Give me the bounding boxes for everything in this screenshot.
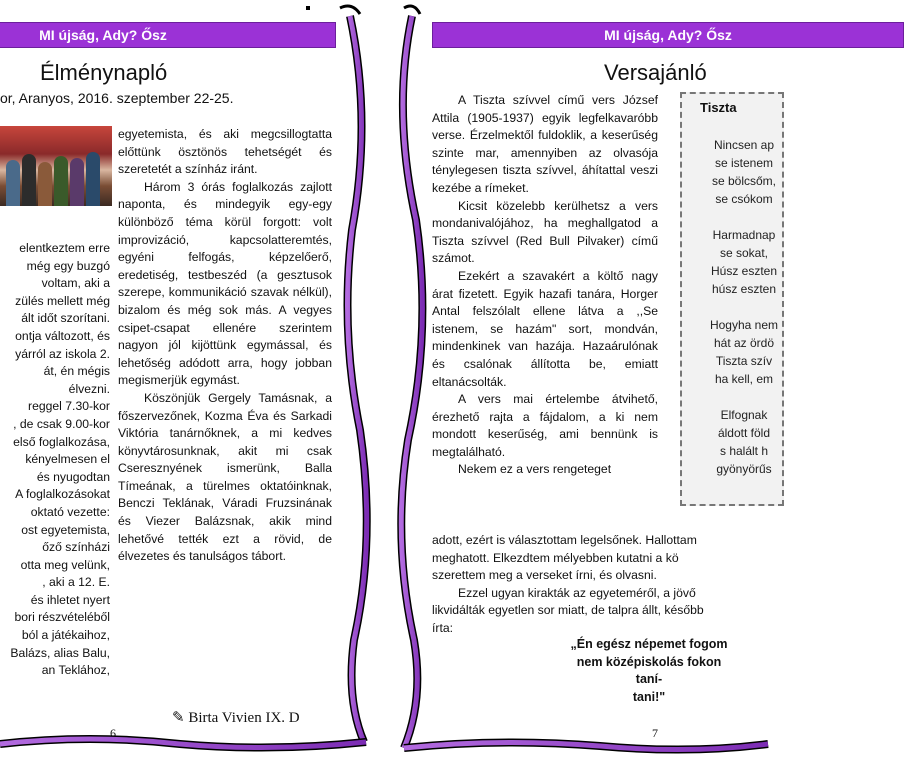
left-col1-line: élvezni.: [68, 381, 110, 396]
left-col1-line: első foglalkozása,: [13, 434, 110, 449]
sidebox-line: s halált h: [719, 444, 769, 458]
left-col1-line: reggel 7.30-kor: [28, 399, 110, 414]
left-page-number: 6: [110, 726, 116, 740]
left-column-1: [0, 240, 110, 680]
left-column-2: [118, 126, 332, 566]
right-wide-line: írta:: [432, 620, 453, 635]
left-col1-line: bori részvételéből: [14, 610, 110, 625]
right-wide-line: likvidálták egyetlen sor miatt, de talpra állt, később: [432, 603, 704, 618]
left-col2-paragraph-1: egyetemista, és aki megcsillogtatta előttünk ösztönös tehetségét és szeretetét a színház iránt.: [118, 127, 332, 177]
right-page-number: 7: [652, 726, 658, 740]
left-col1-line: voltam, aki a: [41, 276, 110, 291]
right-paragraph-4: A vers mai értelembe átvihető, érezhető rajta a fájdalom, a ki nem mondott keserűség, ami bennünk is megtalálható.: [432, 392, 658, 459]
left-col1-line: oktató vezette:: [30, 504, 110, 519]
left-col1-line: zülés mellett még: [15, 293, 110, 308]
right-header-bar: MI újság, Ady? Ősz: [432, 22, 904, 48]
left-col1-line: elentkeztem erre: [19, 241, 110, 255]
left-col1-line: yárról az iskola 2.: [15, 346, 110, 361]
left-col1-line: őző színházi: [42, 540, 110, 555]
sidebox-line: Hogyha nem: [709, 318, 779, 332]
sidebox-line: Nincsen ap: [713, 138, 775, 152]
left-col1-line: ost egyetemista,: [21, 522, 110, 537]
right-wide-line: meghatott. Elkezdtem mélyebben kutatni a kö: [432, 550, 679, 565]
left-col1-line: és ihletet nyert: [30, 592, 110, 607]
sidebox-line: Húsz eszten: [710, 264, 778, 278]
left-col1-line: és nyugodtan: [36, 469, 110, 484]
author-signature: ✎ Birta Vivien IX. D: [172, 710, 300, 726]
right-wide-line: szerettem meg a verseket írni, és olvasni.: [432, 568, 657, 583]
sidebox-line: ha kell, em: [714, 372, 774, 386]
left-col1-line: még egy buzgó: [26, 258, 110, 273]
sidebox-line: se bölcsőm,: [711, 174, 777, 188]
left-col1-line: Balázs, alias Balu,: [10, 645, 110, 660]
poem-quote: [544, 636, 754, 706]
sidebox-line: se sokat,: [719, 246, 769, 260]
right-paragraph-5: Nekem ez a vers rengeteget: [458, 462, 612, 477]
sidebox-line: áldott föld: [717, 426, 771, 440]
right-wide-line: Ezzel ugyan kirakták az egyeteméről, a jövő: [458, 585, 696, 600]
right-wide-text: [432, 532, 772, 638]
sidebox-line: Elfognak: [720, 408, 768, 422]
left-col1-line: A foglalkozásokat: [15, 487, 110, 502]
sidebox-line: hát az ördö: [713, 336, 775, 350]
left-col2-paragraph-3: Köszönjük Gergely Tamásnak, a főszervezőnek, Kozma Éva és Sarkadi Viktória tanárnőknek, a mi kedves könyvtárosunknak, akit mi csak Cseresznyének ismerünk, Balla Tímeának, a türelmes oktatóinknak, Benczi Teklának, Váradi Fruzsinának és Viezer Balázsnak, akik mind lehetővé tették ezt a rövid, de élvezetes és tanulságos tábort.: [118, 390, 332, 564]
right-paragraph-2: Kicsit közelebb kerülhetsz a vers mondanivalójához, ha meghallgatod a Tiszta szívvel (Red Bull Pilvaker) című számot.: [432, 198, 658, 266]
left-col1-line: an Teklához,: [41, 663, 110, 678]
right-paragraph-3: Ezekért a szavakért a költő nagy árat fizetett. Egyik hazafi tanára, Horger Antal felszólalt ellene látva a ,,Se istenem, se hazám" sort, mondván, mindenkinek van hazája. Hazaárulónak és csalónak állította be, emiatt eltanácsolták.: [432, 268, 658, 389]
left-col1-line: kényelmesen el: [25, 452, 110, 467]
sidebox-line: se istenem: [714, 156, 774, 170]
sidebox-line: gyönyörűs: [716, 462, 772, 476]
quote-line: taní-: [635, 672, 663, 686]
left-col1-line: , aki a 12. E.: [42, 575, 110, 590]
left-col1-line: ontja változott, és: [15, 328, 110, 343]
left-col1-line: , de csak 9.00-kor: [13, 416, 110, 431]
sidebox-line: húsz eszten: [711, 282, 777, 296]
right-main-column: [432, 92, 658, 479]
left-col1-line: át, én mégis: [43, 364, 110, 379]
left-page: [0, 0, 384, 768]
left-col1-line: ból a játékaihoz,: [21, 628, 110, 643]
sidebox-line: se csókom: [715, 192, 773, 206]
sidebox-line: Tiszta szív: [715, 354, 773, 368]
sidebox-line: Harmadnap: [712, 228, 776, 242]
left-page-subtitle: or, Aranyos, 2016. szeptember 22-25.: [0, 90, 234, 106]
quote-line: tani!": [632, 689, 666, 704]
left-col1-line: ált időt szorítani.: [21, 311, 110, 326]
sidebox-title: Tiszta: [700, 100, 737, 115]
left-col2-paragraph-2: Három 3 órás foglalkozás zajlott naponta, és mindegyik egy-egy különböző téma körül forgott: volt improvizáció, kapcsolatteremtés, egyéni felfogás, képzelőerő, eredetiség, testbeszéd (a gesztusok szerepe, kommunikáció szavak nélkül), bizalom és még sok más. A vegyes csipet-csapat ellenére szerintem nagyon jól kijöttünk egymással, és lehetőség adódott arra, hogy jobban megismerjük egymást.: [118, 179, 332, 388]
left-header-bar: MI újság, Ady? Ősz: [0, 22, 336, 48]
right-paragraph-1: A Tiszta szívvel című vers József Attila (1905-1937) egyik legfelkavaróbb verse. Érzelmektől fuldoklik, a keserűség szinte mar, amennyiben az olvasója ténylegesen tiszta szívvel, áhítattal veszi kezébe a rímeket.: [432, 93, 658, 195]
left-col1-line: otta meg velünk,: [20, 557, 110, 572]
camp-photo: [0, 126, 112, 206]
quote-line: nem középiskolás fokon: [576, 654, 722, 669]
right-page-title: Versajánló: [604, 60, 707, 85]
left-page-title: Élménynapló: [40, 60, 168, 85]
right-wide-line: adott, ezért is választottam legelsőnek. Hallottam: [432, 533, 697, 547]
quote-line: „Én egész népemet fogom: [570, 637, 728, 651]
